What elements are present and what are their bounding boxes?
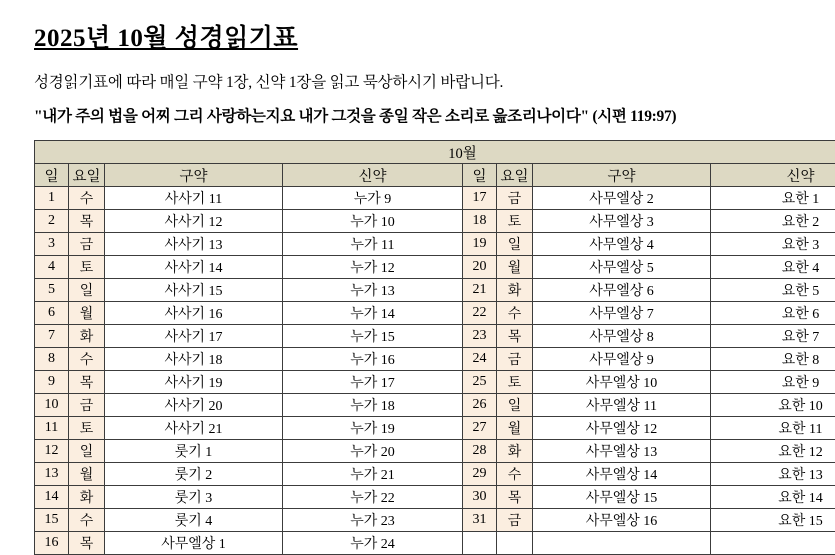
cell-new-testament: 요한 14 [711, 486, 835, 509]
cell-day: 7 [35, 325, 69, 348]
intro-paragraph: 성경읽기표에 따라 매일 구약 1장, 신약 1장을 읽고 묵상하시기 바랍니다. [34, 70, 817, 92]
cell-old-testament: 사사기 21 [105, 417, 283, 440]
cell-new-testament: 누가 9 [283, 187, 463, 210]
column-header-nt-left: 신약 [283, 164, 463, 187]
cell-day: 2 [35, 210, 69, 233]
cell-day: 10 [35, 394, 69, 417]
table-row [35, 463, 835, 486]
cell-dow: 목 [69, 371, 105, 394]
cell-old-testament: 사사기 12 [105, 210, 283, 233]
cell-dow: 일 [69, 279, 105, 302]
cell-dow: 일 [497, 233, 533, 256]
cell-new-testament: 요한 6 [711, 302, 835, 325]
column-header-dow-right: 요일 [497, 164, 533, 187]
month-header-cell: 10월 [35, 141, 835, 164]
column-header-ot-left: 구약 [105, 164, 283, 187]
cell-dow: 수 [497, 302, 533, 325]
cell-old-testament: 룻기 1 [105, 440, 283, 463]
cell-day: 29 [463, 463, 497, 486]
cell-old-testament: 사무엘상 6 [533, 279, 711, 302]
cell-old-testament: 사사기 16 [105, 302, 283, 325]
cell-dow: 월 [497, 256, 533, 279]
cell-day: 6 [35, 302, 69, 325]
cell-new-testament: 요한 3 [711, 233, 835, 256]
table-header [35, 141, 835, 187]
cell-dow: 수 [69, 187, 105, 210]
cell-old-testament: 사무엘상 16 [533, 509, 711, 532]
cell-new-testament: 누가 13 [283, 279, 463, 302]
cell-day: 27 [463, 417, 497, 440]
cell-dow: 토 [69, 417, 105, 440]
table-row [35, 187, 835, 210]
cell-new-testament: 요한 4 [711, 256, 835, 279]
cell-dow: 목 [69, 210, 105, 233]
cell-old-testament: 사무엘상 9 [533, 348, 711, 371]
cell-old-testament: 사무엘상 1 [105, 532, 283, 555]
cell-dow: 화 [69, 325, 105, 348]
cell-old-testament: 사사기 14 [105, 256, 283, 279]
cell-day: 14 [35, 486, 69, 509]
cell-dow: 화 [497, 279, 533, 302]
column-header-day-right: 일 [463, 164, 497, 187]
cell-new-testament: 누가 14 [283, 302, 463, 325]
cell-dow: 수 [69, 348, 105, 371]
cell-day: 13 [35, 463, 69, 486]
cell-new-testament: 누가 12 [283, 256, 463, 279]
cell-dow: 금 [69, 233, 105, 256]
cell-dow: 화 [497, 440, 533, 463]
cell-old-testament: 사무엘상 3 [533, 210, 711, 233]
cell-old-testament: 사무엘상 2 [533, 187, 711, 210]
cell-day: 22 [463, 302, 497, 325]
table-row [35, 417, 835, 440]
table-row [35, 440, 835, 463]
column-header-row [35, 164, 835, 187]
cell-old-testament: 사사기 15 [105, 279, 283, 302]
page-title: 2025년 10월 성경읽기표 [34, 18, 817, 54]
table-body [35, 187, 835, 555]
table-row [35, 486, 835, 509]
cell-dow: 목 [497, 325, 533, 348]
cell-old-testament: 사무엘상 4 [533, 233, 711, 256]
cell-dow: 월 [497, 417, 533, 440]
cell-day: 17 [463, 187, 497, 210]
cell-dow: 일 [69, 440, 105, 463]
cell-day: 8 [35, 348, 69, 371]
table-row [35, 256, 835, 279]
cell-dow: 수 [69, 509, 105, 532]
cell-empty [463, 532, 497, 555]
cell-old-testament: 사사기 20 [105, 394, 283, 417]
cell-old-testament: 룻기 3 [105, 486, 283, 509]
cell-new-testament: 누가 20 [283, 440, 463, 463]
cell-day: 28 [463, 440, 497, 463]
table-row [35, 348, 835, 371]
cell-old-testament: 사사기 17 [105, 325, 283, 348]
cell-new-testament: 요한 2 [711, 210, 835, 233]
cell-old-testament: 사무엘상 8 [533, 325, 711, 348]
cell-day: 3 [35, 233, 69, 256]
table-row [35, 233, 835, 256]
cell-old-testament: 사사기 11 [105, 187, 283, 210]
cell-new-testament: 요한 5 [711, 279, 835, 302]
verse-paragraph: "내가 주의 법을 어찌 그리 사랑하는지요 내가 그것을 종일 작은 소리로 읊조리나이다" (시편 119:97) [34, 104, 817, 126]
cell-dow: 화 [69, 486, 105, 509]
cell-old-testament: 사무엘상 5 [533, 256, 711, 279]
cell-dow: 월 [69, 302, 105, 325]
cell-empty [533, 532, 711, 555]
cell-dow: 월 [69, 463, 105, 486]
cell-day: 23 [463, 325, 497, 348]
reading-plan-table [34, 140, 835, 555]
cell-new-testament: 누가 18 [283, 394, 463, 417]
cell-new-testament: 누가 23 [283, 509, 463, 532]
cell-old-testament: 사무엘상 13 [533, 440, 711, 463]
cell-day: 25 [463, 371, 497, 394]
cell-old-testament: 사사기 13 [105, 233, 283, 256]
cell-new-testament: 요한 7 [711, 325, 835, 348]
cell-day: 19 [463, 233, 497, 256]
cell-new-testament: 누가 15 [283, 325, 463, 348]
cell-empty [497, 532, 533, 555]
cell-day: 11 [35, 417, 69, 440]
cell-day: 21 [463, 279, 497, 302]
cell-dow: 금 [497, 509, 533, 532]
cell-new-testament: 요한 10 [711, 394, 835, 417]
table-row [35, 371, 835, 394]
table-row [35, 532, 835, 555]
cell-dow: 일 [497, 394, 533, 417]
cell-dow: 수 [497, 463, 533, 486]
cell-empty [711, 532, 835, 555]
cell-day: 15 [35, 509, 69, 532]
cell-day: 16 [35, 532, 69, 555]
cell-new-testament: 누가 16 [283, 348, 463, 371]
cell-new-testament: 누가 21 [283, 463, 463, 486]
column-header-dow-left: 요일 [69, 164, 105, 187]
cell-day: 24 [463, 348, 497, 371]
cell-dow: 금 [497, 348, 533, 371]
table-row [35, 210, 835, 233]
cell-day: 12 [35, 440, 69, 463]
table-row [35, 325, 835, 348]
cell-new-testament: 요한 13 [711, 463, 835, 486]
cell-dow: 목 [69, 532, 105, 555]
table-row [35, 302, 835, 325]
cell-day: 1 [35, 187, 69, 210]
cell-new-testament: 요한 8 [711, 348, 835, 371]
cell-day: 9 [35, 371, 69, 394]
cell-new-testament: 누가 17 [283, 371, 463, 394]
column-header-day-left: 일 [35, 164, 69, 187]
month-header-row [35, 141, 835, 164]
cell-dow: 토 [69, 256, 105, 279]
cell-old-testament: 사무엘상 7 [533, 302, 711, 325]
cell-old-testament: 사사기 18 [105, 348, 283, 371]
cell-new-testament: 누가 24 [283, 532, 463, 555]
cell-new-testament: 요한 11 [711, 417, 835, 440]
cell-new-testament: 누가 10 [283, 210, 463, 233]
cell-day: 5 [35, 279, 69, 302]
reading-plan-table-wrapper [34, 140, 829, 555]
cell-dow: 금 [69, 394, 105, 417]
table-row [35, 279, 835, 302]
cell-new-testament: 누가 22 [283, 486, 463, 509]
cell-new-testament: 요한 12 [711, 440, 835, 463]
cell-old-testament: 사무엘상 15 [533, 486, 711, 509]
cell-day: 31 [463, 509, 497, 532]
cell-old-testament: 사무엘상 11 [533, 394, 711, 417]
cell-old-testament: 사사기 19 [105, 371, 283, 394]
column-header-ot-right: 구약 [533, 164, 711, 187]
cell-day: 26 [463, 394, 497, 417]
cell-dow: 금 [497, 187, 533, 210]
cell-old-testament: 사무엘상 14 [533, 463, 711, 486]
cell-old-testament: 룻기 2 [105, 463, 283, 486]
cell-day: 30 [463, 486, 497, 509]
cell-day: 4 [35, 256, 69, 279]
cell-dow: 토 [497, 210, 533, 233]
cell-new-testament: 누가 11 [283, 233, 463, 256]
cell-old-testament: 룻기 4 [105, 509, 283, 532]
cell-dow: 토 [497, 371, 533, 394]
table-row [35, 394, 835, 417]
cell-new-testament: 누가 19 [283, 417, 463, 440]
cell-new-testament: 요한 9 [711, 371, 835, 394]
cell-old-testament: 사무엘상 12 [533, 417, 711, 440]
cell-day: 18 [463, 210, 497, 233]
cell-new-testament: 요한 1 [711, 187, 835, 210]
table-row [35, 509, 835, 532]
cell-day: 20 [463, 256, 497, 279]
cell-new-testament: 요한 15 [711, 509, 835, 532]
cell-old-testament: 사무엘상 10 [533, 371, 711, 394]
column-header-nt-right: 신약 [711, 164, 835, 187]
cell-dow: 목 [497, 486, 533, 509]
